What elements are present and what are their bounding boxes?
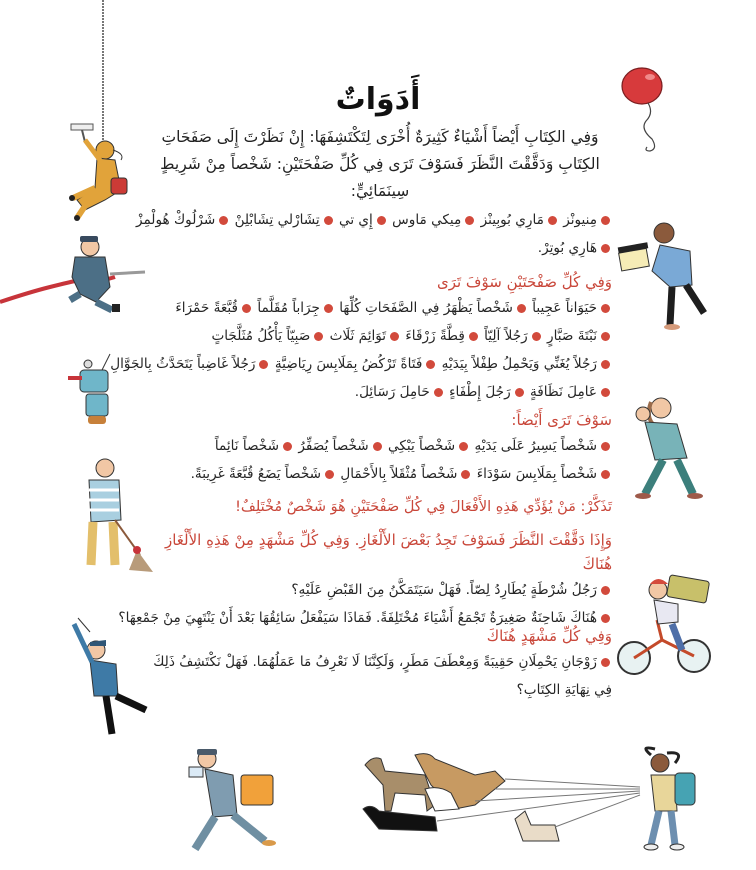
list-item: حَامِلَ رَسَائِلَ. xyxy=(354,384,430,400)
list-item: رَجُلاً غَاضِباً يَتَحَدَّثُ بِالجَوَّالِ xyxy=(110,356,256,372)
street-sweeper-illustration xyxy=(55,450,155,580)
each-spread-section xyxy=(110,270,612,406)
characters-line-2 xyxy=(150,234,612,262)
page-title: أَدَوَاتٌ xyxy=(335,82,421,117)
list-item: زَوْجَانِ يَحْمِلَانِ حَقِيبَةً وَمِعْطَفَ مَطَرٍ، وَلَكِنَّنَا لَا نَعْرِفُ مَا عَمَلُهُمَا. فَهَلْ نَكْتَشِفُ ذَلِكَ فِي نِهَايَةِ الكِتَابِ؟ xyxy=(153,654,612,698)
bullet-icon xyxy=(601,388,610,397)
bullet-icon xyxy=(283,442,292,451)
list-item: شَخْصاً يُصَفِّرُ xyxy=(298,438,369,454)
list-item: فَتَاةً تَرْكُضُ بِمَلَابِسَ رِيَاضِيَّةٍ xyxy=(274,356,423,372)
bullet-icon xyxy=(601,304,610,313)
bullet-icon xyxy=(601,244,610,253)
also-line-1 xyxy=(150,432,612,460)
bullet-icon xyxy=(515,388,524,397)
bullet-icon xyxy=(459,442,468,451)
list-item: مِيكي مَاوس xyxy=(392,212,462,228)
bullet-icon xyxy=(314,332,323,341)
film-clapper-woman-illustration xyxy=(612,215,722,330)
also-line-2 xyxy=(150,460,612,488)
list-item: قِطَّةً زَرْقَاءَ xyxy=(405,328,465,344)
bullet-icon xyxy=(242,304,251,313)
bullet-icon xyxy=(601,614,610,623)
characters-line-1 xyxy=(135,206,612,234)
firefighter-with-hose-illustration xyxy=(0,232,160,317)
spread-line-4 xyxy=(150,378,612,406)
list-item: هَارِي بُوتِرْ. xyxy=(537,240,597,256)
section-heading: وَفِي كُلِّ صَفْحَتَيْنِ سَوْفَ تَرَى xyxy=(436,273,612,291)
list-item: رَجُلاً يُغَنِّي وَيَحْمِلُ طِفْلاً بِيَدَيْهِ xyxy=(441,356,597,372)
bullet-icon xyxy=(601,442,610,451)
list-item: شَخْصاً يَبْكِي xyxy=(388,438,456,454)
intro-paragraph: وَفِي الكِتَابِ أَيْضاً أَشْيَاءٌ كَثِيرَةٌ أُخْرَى لِتَكْتَشِفَهَا: إِنْ نَظَرْتَ إِلَى صَفَحَاتِ الكِتَابِ وَدَقَّقْتَ النَّظَرَ فَسَوْفَ تَرَى فِي كُلِّ صَفْحَتَيْنِ: شَخْصاً مِنْ شَرِيطٍ سِينَمَائِيٍّ: xyxy=(160,128,600,200)
bullet-icon xyxy=(377,216,386,225)
bullet-icon xyxy=(601,586,610,595)
bullet-icon xyxy=(390,332,399,341)
section-heading: وَإِذَا دَقَّقْتَ النَّظَرَ فَسَوْفَ تَجِدُ بَعْضَ الأَلْغَازِ. وَفِي كُلِّ مَشْهَدٍ مِنْ هَذِهِ الأَلْغَازِ هُنَاكَ xyxy=(164,531,612,573)
puzzle-item-1 xyxy=(150,576,612,604)
bullet-icon xyxy=(465,216,474,225)
man-carrying-baby-illustration xyxy=(615,388,720,500)
list-item: شَخْصاً بِمَلَابِسَ سَوْدَاءَ xyxy=(476,466,597,482)
list-item: رَجُلَ إِطْفَاءٍ xyxy=(449,384,511,400)
list-item: هُنَاكَ شَاحِنَةٌ صَغِيرَةٌ تَجْمَعُ أَشْيَاءَ مُخْتَلِفَةً. فَمَاذَا سَيَفْعَلُ سَائِقُهَا بَعْدَ أَنْ يَنْتَهِيَ مِنْ جَمْعِهَا؟ xyxy=(118,610,597,626)
cyclist-illustration xyxy=(612,570,717,680)
list-item: صَبِيّاً يَأْكُلُ مُثَلَّجَاتٍ xyxy=(211,328,311,344)
bullet-icon xyxy=(434,388,443,397)
list-item: قُبَّعَةً حَمْرَاءَ xyxy=(175,300,239,316)
scene-section xyxy=(150,624,612,704)
list-item: مَارِي بُوبِينْز xyxy=(480,212,544,228)
bullet-icon xyxy=(373,442,382,451)
film-characters-list xyxy=(135,206,612,262)
spread-line-3 xyxy=(110,350,612,378)
bullet-icon xyxy=(517,304,526,313)
list-item: إِي تي xyxy=(338,212,373,228)
list-item: نَبْتَةَ صَبَّارٍ xyxy=(547,328,597,344)
scene-item-1 xyxy=(150,648,612,704)
bullet-icon xyxy=(601,658,610,667)
bullet-icon xyxy=(532,332,541,341)
spread-line-1 xyxy=(150,294,612,322)
bullet-icon xyxy=(548,216,557,225)
bullet-icon xyxy=(219,216,228,225)
bullet-icon xyxy=(601,216,610,225)
bullet-icon xyxy=(601,332,610,341)
list-item: رَجُلُ شُرْطَةٍ يُطَارِدُ لِصّاً. فَهَلْ سَيَتَمَكَّنُ مِنَ القَبْضِ عَلَيْهِ؟ xyxy=(291,582,597,598)
list-item: عَامِلَ نَظَافَةٍ xyxy=(529,384,597,400)
list-item: مِنيونْز xyxy=(563,212,597,228)
section-heading: وَفِي كُلِّ مَشْهَدٍ هُنَاكَ xyxy=(486,627,612,645)
list-item: تِشَارْلي تِشَابْلِنْ xyxy=(234,212,320,228)
reminder-note: تَذَكَّرْ: مَنْ يُؤَدِّي هَذِهِ الأَفْعَالَ فِي كُلِّ صَفْحَتَيْنِ هُوَ شَخْصٌ مُخْتَلِفٌ! xyxy=(235,499,612,515)
bullet-icon xyxy=(469,332,478,341)
list-item: حَيَوَاناً عَجِيباً xyxy=(532,300,597,316)
bullet-icon xyxy=(324,216,333,225)
bullet-icon xyxy=(601,470,610,479)
list-item: شَرْلُوكْ هُولْمِزْ xyxy=(135,212,216,228)
bullet-icon xyxy=(426,360,435,369)
list-item: جِرَاباً مُقَلَّماً xyxy=(257,300,320,316)
also-see-section xyxy=(150,408,612,488)
bullet-icon xyxy=(325,470,334,479)
list-item: شَخْصاً يَضَعُ قُبَّعَةً غَرِيبَةً. xyxy=(190,466,322,482)
spread-line-2 xyxy=(150,322,612,350)
list-item: تَوَائِمَ ثَلَاث xyxy=(329,328,387,344)
bullet-icon xyxy=(259,360,268,369)
puzzles-section xyxy=(118,528,612,632)
list-item: شَخْصاً يَسِيرُ عَلَى يَدَيْهِ xyxy=(474,438,597,454)
list-item: شَخْصاً نَائِماً xyxy=(214,438,279,454)
list-item: شَخْصاً مُثْقَلاً بِالأَحْمَالِ xyxy=(340,466,458,482)
list-item: رَجُلاً آلِيّاً xyxy=(484,328,528,344)
list-item: شَخْصاً يَظْهَرُ فِي الصَّفَحَاتِ كُلِّهَا xyxy=(339,300,513,316)
mail-carrier-illustration xyxy=(185,745,295,855)
dog-walker-with-dogs-illustration xyxy=(355,745,720,855)
bullet-icon xyxy=(324,304,333,313)
bullet-icon xyxy=(601,360,610,369)
bullet-icon xyxy=(461,470,470,479)
section-heading: سَوْفَ تَرَى أَيْضاً: xyxy=(511,411,612,429)
